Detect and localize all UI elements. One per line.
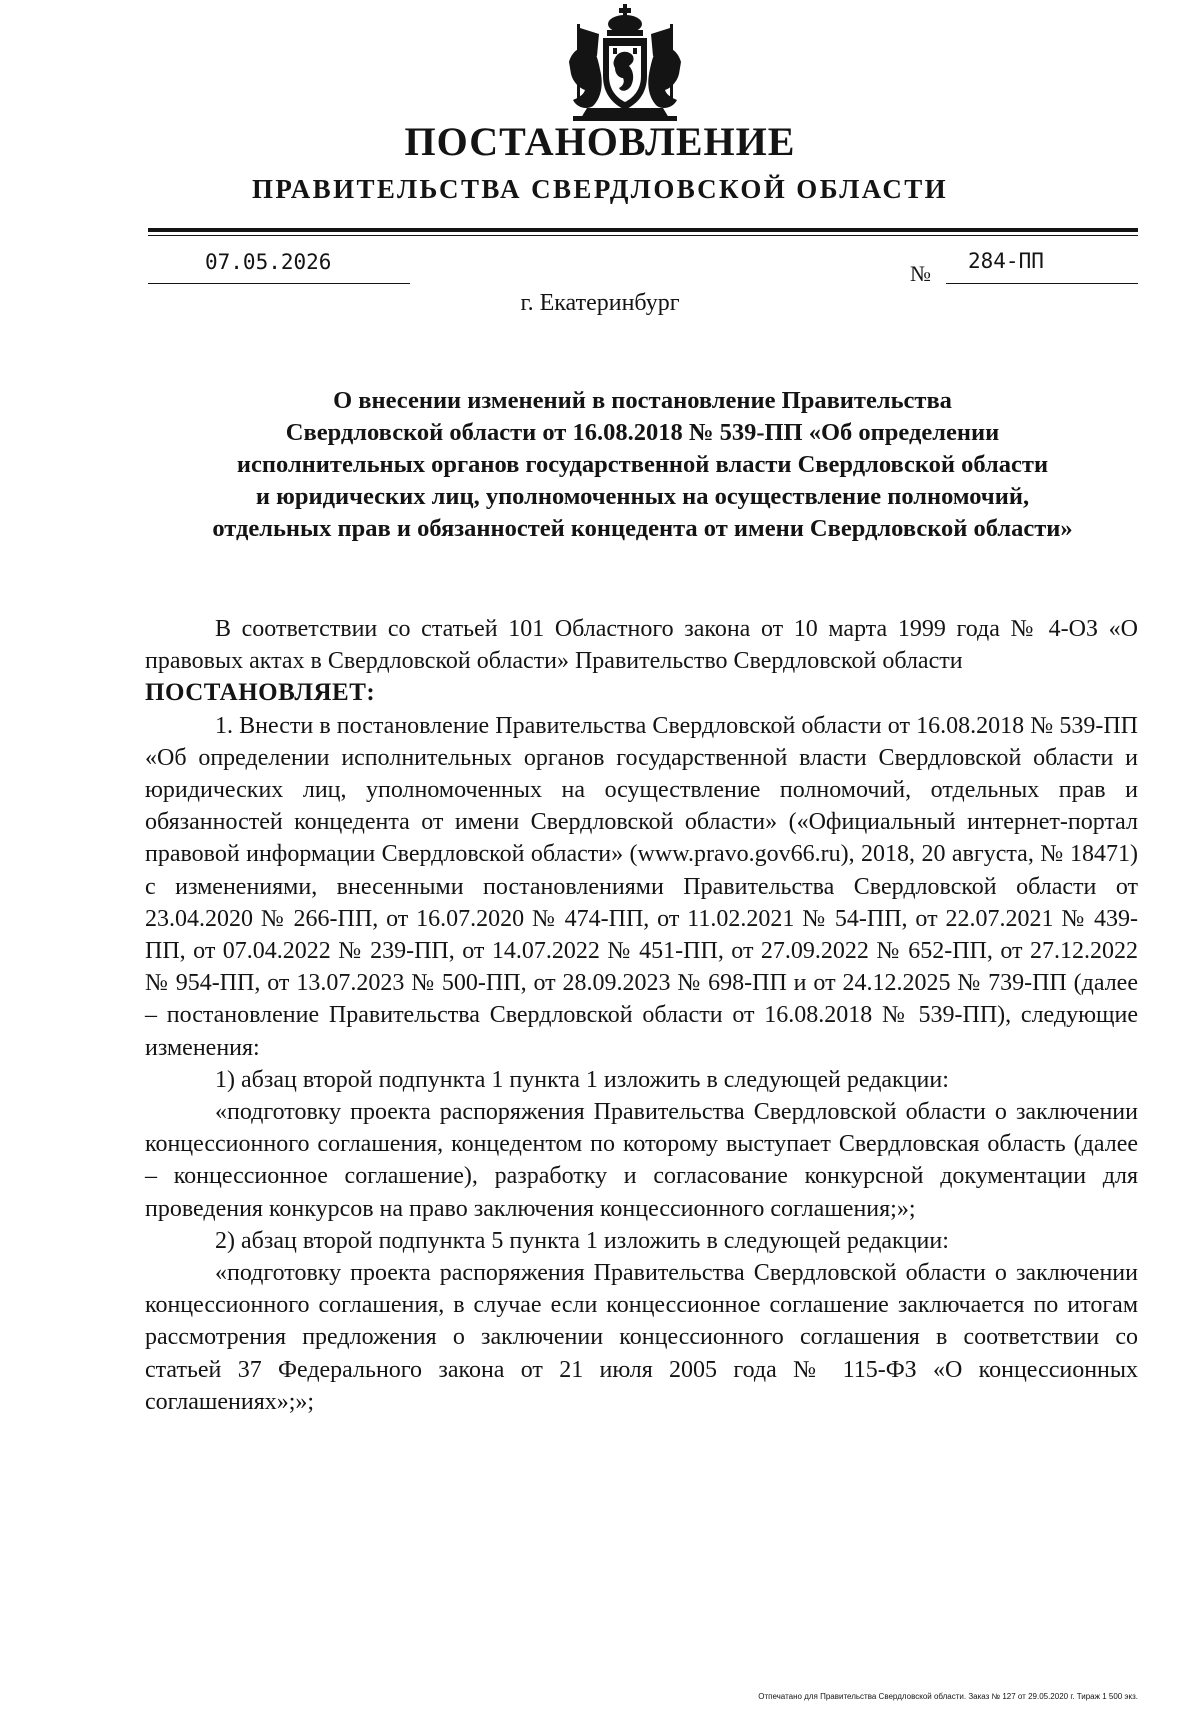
heading-line: О внесении изменений в постановление Правительства xyxy=(333,387,952,414)
body-paragraph: 1) абзац второй подпункта 1 пункта 1 изложить в следующей редакции: xyxy=(215,1066,949,1093)
heading-line: и юридических лиц, уполномоченных на осуществление полномочий, xyxy=(255,483,1030,510)
number-underline xyxy=(946,283,1138,284)
body-paragraph: «подготовку проекта распоряжения Правительства Свердловской области о заключении концессионного соглашения, в случае если концессионное соглашение заключается по итогам рассмотрения предложения о заключении концессионного соглашения в соответствии со статьей 37 Федерального закона от 21 июля 2005 года № 115-ФЗ «О концессионных соглашениях»;»; xyxy=(145,1260,1138,1415)
heading-line: отдельных прав и обязанностей концедента от имени Свердловской области» xyxy=(212,515,1073,542)
date-underline xyxy=(148,283,410,284)
preamble-paragraph: В соответствии со статьей 101 Областного закона от 10 марта 1999 года № 4-ОЗ «О правовых актах в Свердловской области» Правительство Свердловской области xyxy=(145,616,1138,675)
document-subtitle: ПРАВИТЕЛЬСТВА СВЕРДЛОВСКОЙ ОБЛАСТИ xyxy=(251,174,949,204)
number-sign: № xyxy=(910,261,931,286)
document-title: ПОСТАНОВЛЕНИЕ xyxy=(404,119,796,164)
document-number: 284-ПП xyxy=(968,249,1044,273)
document-body xyxy=(145,613,1138,1418)
body-paragraph: «подготовку проекта распоряжения Правительства Свердловской области о заключении концессионного соглашения, концедентом по которому выступает Свердловская область (далее – концессионное соглашение), разработку и согласование конкурсной документации для проведения конкурсов на право заключения концессионного соглашения;»; xyxy=(145,1099,1138,1222)
heading-line: Свердловской области от 16.08.2018 № 539-ПП «Об определении xyxy=(285,419,1000,446)
decree-keyword: ПОСТАНОВЛЯЕТ: xyxy=(145,679,376,707)
body-paragraph: 1. Внести в постановление Правительства Свердловской области от 16.08.2018 № 539-ПП «Об определении исполнительных органов государственной власти Свердловской области и юридических лиц, уполномоченных на осуществление полномочий, отдельных прав и обязанностей концедента от имени Свердловской области» («Официальный интернет-портал правовой информации Свердловской области» (www.pravo.gov66.ru), 2018, 20 августа, № 18471) с изменениями, внесенными постановлениями Правительства Свердловской области от 23.04.2020 № 266-ПП, от 16.07.2020 № 474-ПП, от 11.02.2021 № 54-ПП, от 22.07.2021 № 439-ПП, от 07.04.2022 № 239-ПП, от 14.07.2022 № 451-ПП, от 27.09.2022 № 652-ПП, от 27.12.2022 № 954-ПП, от 13.07.2023 № 500-ПП, от 28.09.2023 № 698-ПП и от 24.12.2025 № 739-ПП (далее – постановление Правительства Свердловской области от 16.08.2018 № 539-ПП), следующие изменения: xyxy=(145,712,1138,1061)
sverdlovsk-coat-of-arms-icon xyxy=(563,4,687,122)
document-date: 07.05.2026 xyxy=(205,250,332,274)
document-heading xyxy=(140,385,1145,545)
print-note: Отпечатано для Правительства Свердловской области. Заказ № 127 от 29.05.2020 г. Тираж 1 500 экз. xyxy=(758,1692,1138,1701)
document-city: г. Екатеринбург xyxy=(520,290,680,316)
header-divider-thick xyxy=(148,228,1138,232)
heading-line: исполнительных органов государственной власти Свердловской области xyxy=(236,451,1049,478)
header-divider-thin xyxy=(148,235,1138,236)
body-paragraph: 2) абзац второй подпункта 5 пункта 1 изложить в следующей редакции: xyxy=(215,1227,949,1254)
